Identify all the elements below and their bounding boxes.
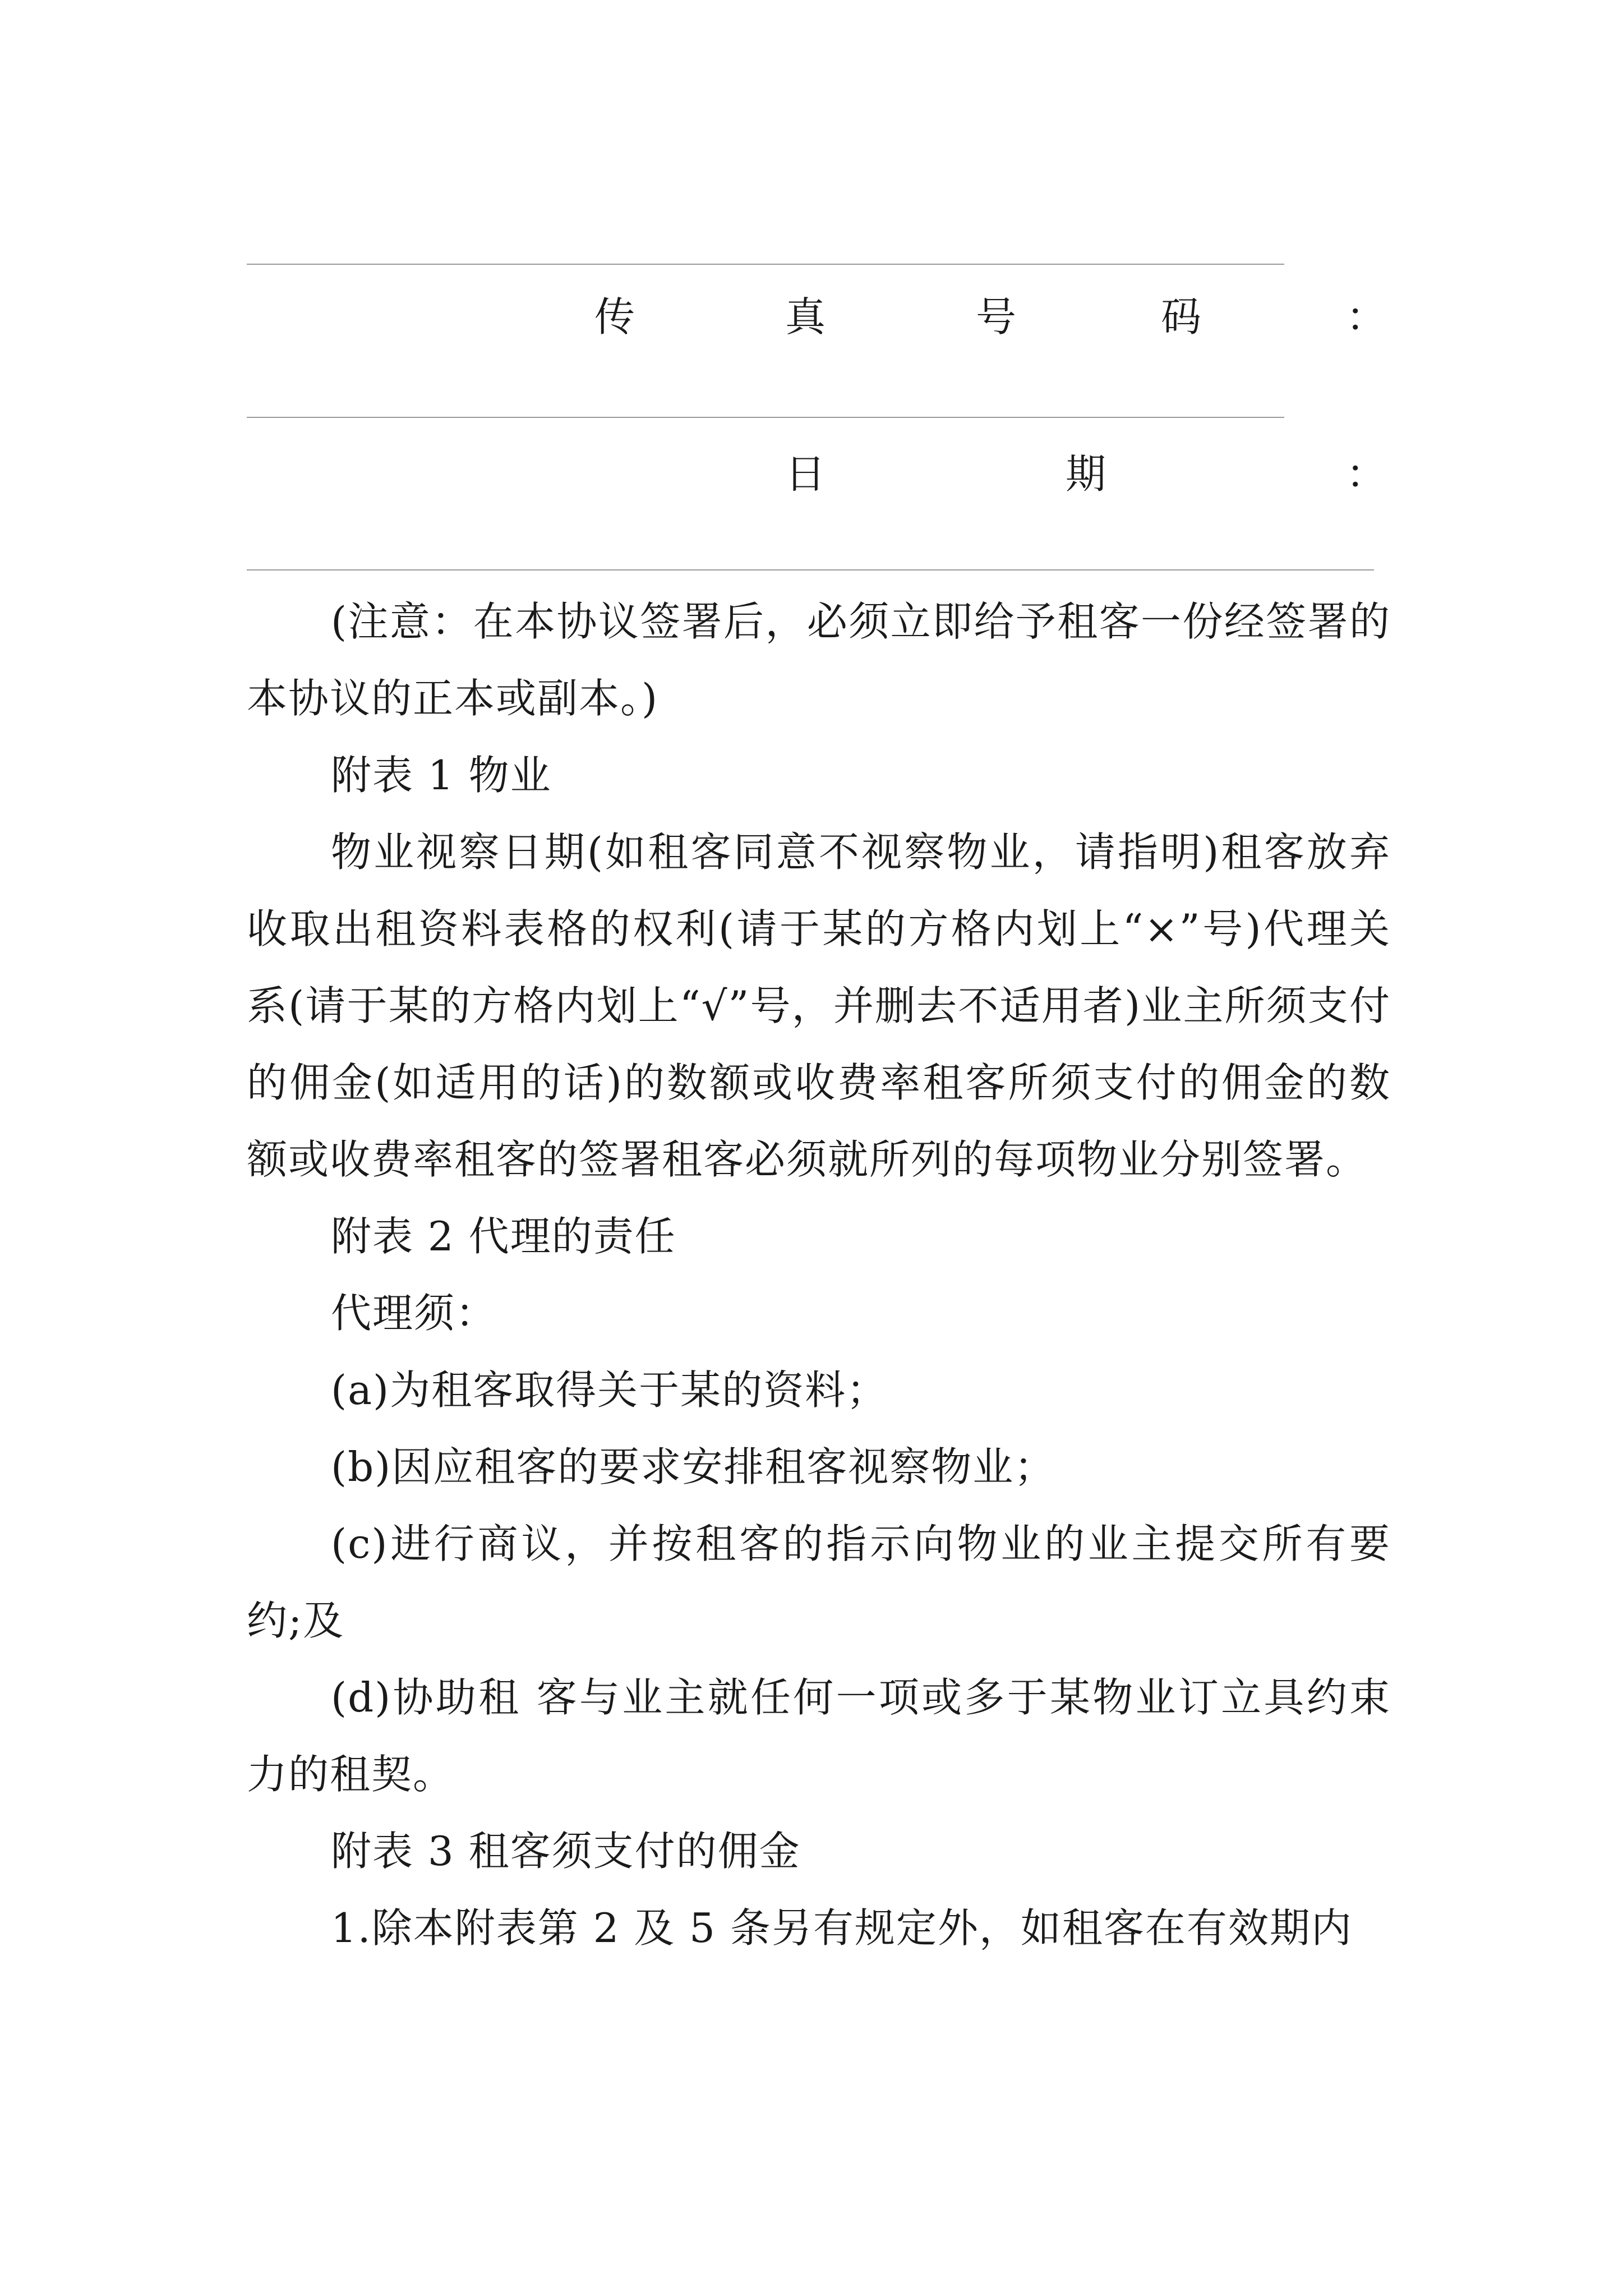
schedule-1-content: 物业视察日期(如租客同意不视察物业，请指明)租客放弃收取出租资料表格的权利(请于某的方格内划上“×”号)代理关系(请于某的方格内划上“√”号，并删去不适用者)业主所须支付的佣金(如适用的话)的数额或收费率租客所须支付的佣金的数额或收费率租客的签署租客必须就所列的每项物业分别签署。 — [247, 829, 1391, 1183]
duty-item-a: (a)为租客取得关于某的资料； — [331, 1366, 888, 1414]
fax-label-char-3: 号 — [976, 293, 1017, 341]
duty-item-b: (b)因应租客的要求安排租客视察物业； — [331, 1443, 1056, 1490]
date-label-char-1: 日 — [785, 450, 826, 498]
schedule-3-clause-1: 1.除本附表第 2 及 5 条另有规定外，如租客在有效期内 — [331, 1904, 1353, 1952]
schedule-2-heading: 附表 2 代理的责任 — [331, 1213, 676, 1260]
date-field — [594, 440, 1387, 508]
schedule-1-heading: 附表 1 物业 — [331, 752, 552, 799]
document-body — [247, 583, 1391, 1967]
underline-1 — [247, 264, 1284, 265]
duty-item-c: (c)进行商议，并按租客的指示向物业的业主提交所有要约;及 — [247, 1520, 1391, 1644]
duty-item-d: (d)协助租 客与业主就任何一项或多于某物业订立具约束力的租契。 — [247, 1674, 1391, 1798]
schedule-3-heading: 附表 3 租客须支付的佣金 — [331, 1828, 801, 1875]
agent-duties-intro: 代理须： — [331, 1290, 497, 1337]
fax-label-char-2: 真 — [785, 293, 826, 341]
date-label-char-2: 期 — [1066, 450, 1106, 498]
underline-2 — [247, 417, 1284, 418]
fax-label-colon: ： — [1346, 293, 1387, 341]
fax-label-char-4: 码 — [1161, 293, 1202, 341]
date-label-colon: ： — [1346, 450, 1387, 498]
notice-paragraph: (注意：在本协议签署后，必须立即给予租客一份经签署的本协议的正本或副本。) — [247, 598, 1391, 722]
fax-label-char-1: 传 — [594, 293, 635, 341]
underline-3 — [247, 569, 1374, 570]
fax-number-field — [594, 283, 1387, 351]
